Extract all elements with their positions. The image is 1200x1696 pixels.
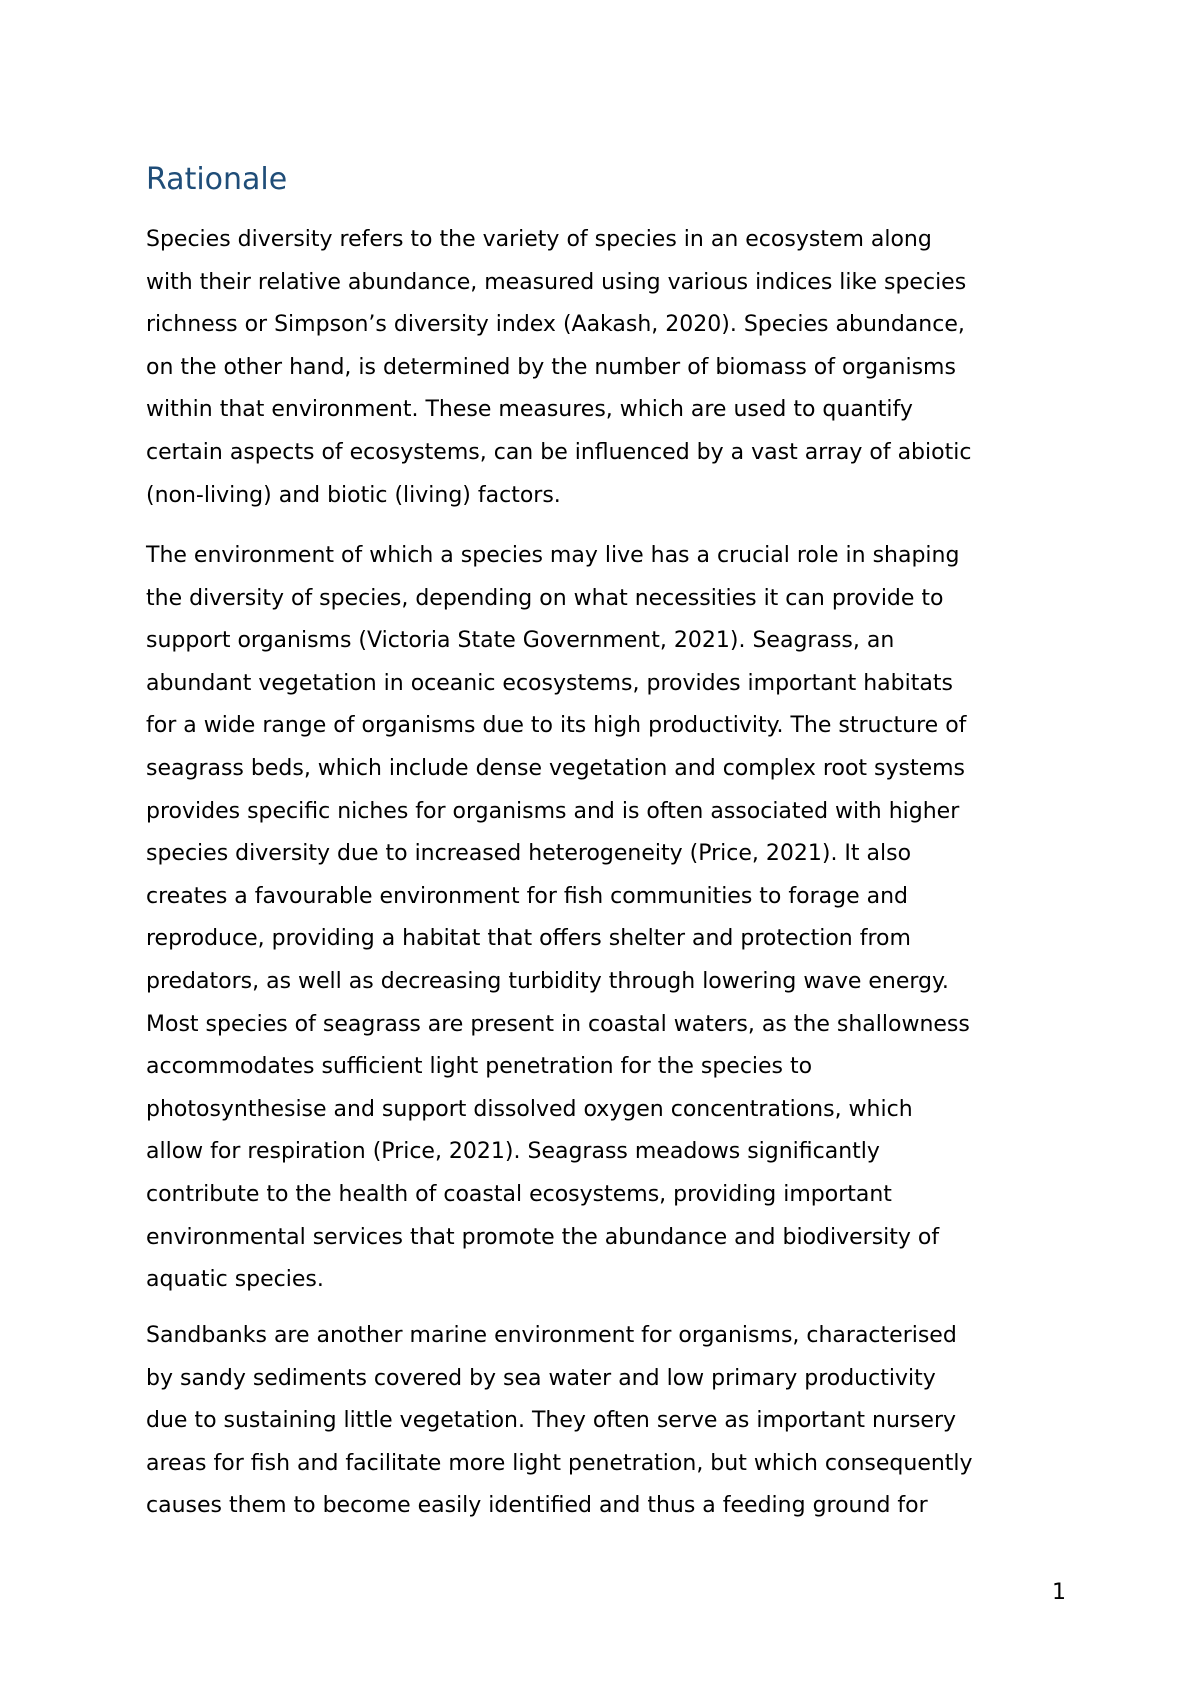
text-line: The environment of which a species may live has a crucial role in shaping — [146, 543, 960, 568]
text-line: (non-living) and biotic (living) factors. — [146, 482, 561, 508]
section-heading: Rationale — [146, 162, 288, 197]
text-line: creates a favourable environment for fish communities to forage and — [146, 883, 908, 909]
text-line: within that environment. These measures, which are used to quantify — [146, 397, 913, 423]
text-line: predators, as well as decreasing turbidity through lowering wave energy. — [146, 968, 949, 994]
text-line: accommodates sufficient light penetration for the species to — [146, 1054, 813, 1080]
text-line: Sandbanks are another marine environment for organisms, characterised — [146, 1323, 957, 1348]
text-line: Most species of seagrass are present in coastal waters, as the shallowness — [146, 1011, 970, 1037]
paragraph-seagrass-environment — [146, 535, 970, 1302]
text-line: aquatic species. — [146, 1267, 324, 1293]
text-line: by sandy sediments covered by sea water and low primary productivity — [146, 1365, 936, 1391]
paragraph-species-diversity — [146, 219, 971, 517]
text-line: for a wide range of organisms due to its high productivity. The structure of — [146, 713, 967, 739]
text-line: species diversity due to increased heterogeneity (Price, 2021). It also — [146, 841, 912, 867]
text-line: provides specific niches for organisms and is often associated with higher — [146, 798, 960, 824]
text-line: allow for respiration (Price, 2021). Seagrass meadows significantly — [146, 1139, 880, 1165]
text-line: causes them to become easily identified and thus a feeding ground for — [146, 1493, 928, 1519]
text-line: certain aspects of ecosystems, can be influenced by a vast array of abiotic — [146, 439, 972, 465]
text-line: areas for fish and facilitate more light penetration, but which consequently — [146, 1450, 973, 1476]
text-line: with their relative abundance, measured using various indices like species — [146, 269, 967, 295]
paragraph-sandbanks — [146, 1315, 973, 1528]
text-line: the diversity of species, depending on what necessities it can provide to — [146, 585, 944, 611]
text-line: abundant vegetation in oceanic ecosystems, provides important habitats — [146, 670, 953, 696]
page-number: 1 — [1052, 1580, 1066, 1605]
text-line: photosynthesise and support dissolved oxygen concentrations, which — [146, 1096, 913, 1122]
text-line: environmental services that promote the abundance and biodiversity of — [146, 1224, 940, 1250]
text-line: contribute to the health of coastal ecosystems, providing important — [146, 1181, 892, 1207]
text-line: richness or Simpson’s diversity index (Aakash, 2020). Species abundance, — [146, 312, 965, 338]
text-line: on the other hand, is determined by the number of biomass of organisms — [146, 354, 956, 380]
text-line: reproduce, providing a habitat that offers shelter and protection from — [146, 926, 911, 952]
text-line: due to sustaining little vegetation. They often serve as important nursery — [146, 1408, 957, 1434]
text-line: Species diversity refers to the variety of species in an ecosystem along — [146, 227, 932, 252]
text-line: seagrass beds, which include dense vegetation and complex root systems — [146, 755, 966, 781]
text-line: support organisms (Victoria State Government, 2021). Seagrass, an — [146, 628, 895, 654]
